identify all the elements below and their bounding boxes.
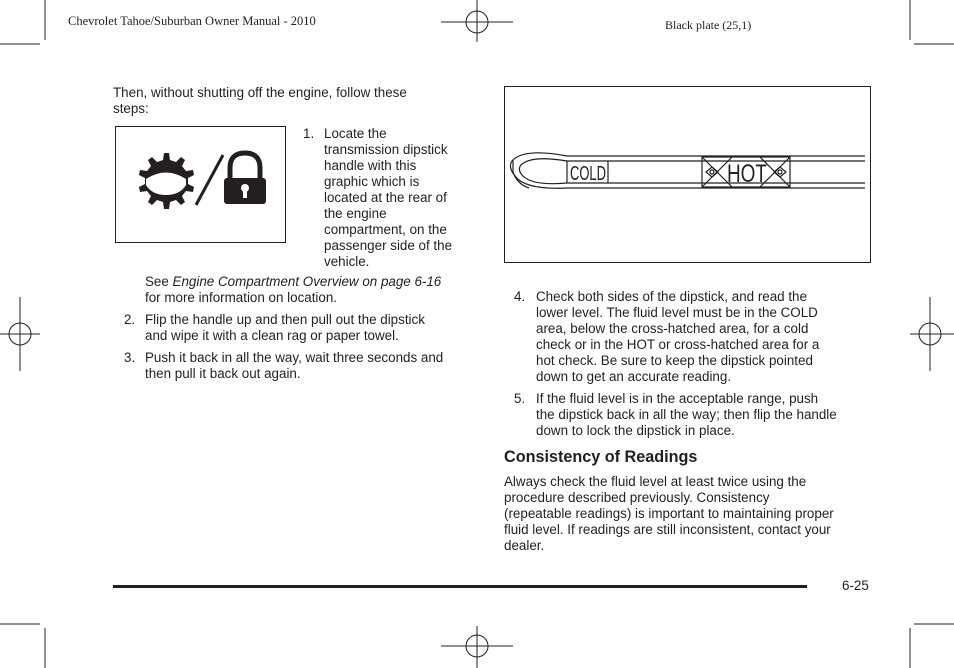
page-number: 6-25 [842, 578, 869, 593]
step-1-line-4: graphic which is [324, 174, 420, 189]
paragraph-line-3: (repeatable readings) is important to maintaining proper [504, 506, 834, 521]
engine-compartment-link[interactable]: Engine Compartment Overview on page 6-16 [172, 274, 442, 289]
step-4-line-3: area, below the cross-hatched area, for a cold [536, 321, 809, 336]
dipstick-illustration [505, 87, 870, 262]
plate-label: Black plate (25,1) [665, 18, 752, 32]
step-3-line-1: Push it back in all the way, wait three seconds and [145, 350, 444, 365]
step-3-line-2: then pull it back out again. [145, 366, 301, 381]
step-1-line-6: the engine [324, 206, 387, 221]
step-4-line-2: lower level. The fluid level must be in the COLD [536, 305, 818, 320]
paragraph-line-1: Always check the fluid level at least twice using the [504, 474, 807, 489]
paragraph-line-2: procedure described previously. Consistency [504, 490, 770, 505]
paragraph-line-5: dealer. [504, 538, 545, 553]
step-2-line-1: Flip the handle up and then pull out the dipstick [145, 312, 425, 327]
see-suffix: for more information on location. [145, 290, 338, 305]
registration-mark-top [441, 0, 513, 42]
step-4-line-1: Check both sides of the dipstick, and read the [536, 289, 807, 304]
step-1-number: 1. [303, 126, 315, 141]
step-1-line-1: Locate the [324, 126, 387, 141]
lock-icon [224, 153, 266, 204]
intro-line-2: steps: [113, 101, 149, 116]
hot-label: HOT [727, 160, 767, 188]
step-2-number: 2. [124, 312, 136, 327]
registration-mark-left [0, 297, 40, 371]
see-prefix: See [145, 274, 173, 289]
registration-mark-right [910, 297, 954, 371]
footer-rule [113, 585, 807, 588]
step-5-line-2: the dipstick back in all the way; then flip the handle [536, 407, 837, 422]
step-1-line-2: transmission dipstick [324, 142, 448, 157]
step-5-line-1: If the fluid level is in the acceptable range, push [536, 391, 819, 406]
step-5-line-3: down to lock the dipstick in place. [536, 423, 735, 438]
step-1-line-9: vehicle. [324, 254, 370, 269]
step-4-number: 4. [514, 289, 526, 304]
manual-title: Chevrolet Tahoe/Suburban Owner Manual - 2010 [68, 14, 316, 28]
see-reference-line [145, 274, 441, 290]
step-5-number: 5. [514, 391, 526, 406]
step-1-line-8: passenger side of the [324, 238, 453, 253]
gear-lock-icon [116, 127, 285, 242]
section-heading: Consistency of Readings [504, 448, 698, 466]
step-4-line-4: check or in the HOT or cross-hatched area for a [536, 337, 820, 352]
cold-label: COLD [570, 163, 606, 185]
step-4-line-5: hot check. Be sure to keep the dipstick pointed [536, 353, 813, 368]
intro-line-1: Then, without shutting off the engine, follow these [113, 85, 407, 100]
registration-mark-bottom [441, 626, 513, 668]
step-4-line-6: down to get an accurate reading. [536, 369, 732, 384]
dipstick-figure [504, 86, 871, 263]
dipstick-symbol-figure [115, 126, 286, 243]
paragraph-line-4: fluid level. If readings are still inconsistent, contact your [504, 522, 831, 537]
step-1-line-3: handle with this [324, 158, 417, 173]
step-1-line-5: located at the rear of [324, 190, 447, 205]
step-1-line-7: compartment, on the [324, 222, 447, 237]
step-2-line-2: and wipe it with a clean rag or paper towel. [145, 328, 399, 343]
step-3-number: 3. [124, 350, 136, 365]
